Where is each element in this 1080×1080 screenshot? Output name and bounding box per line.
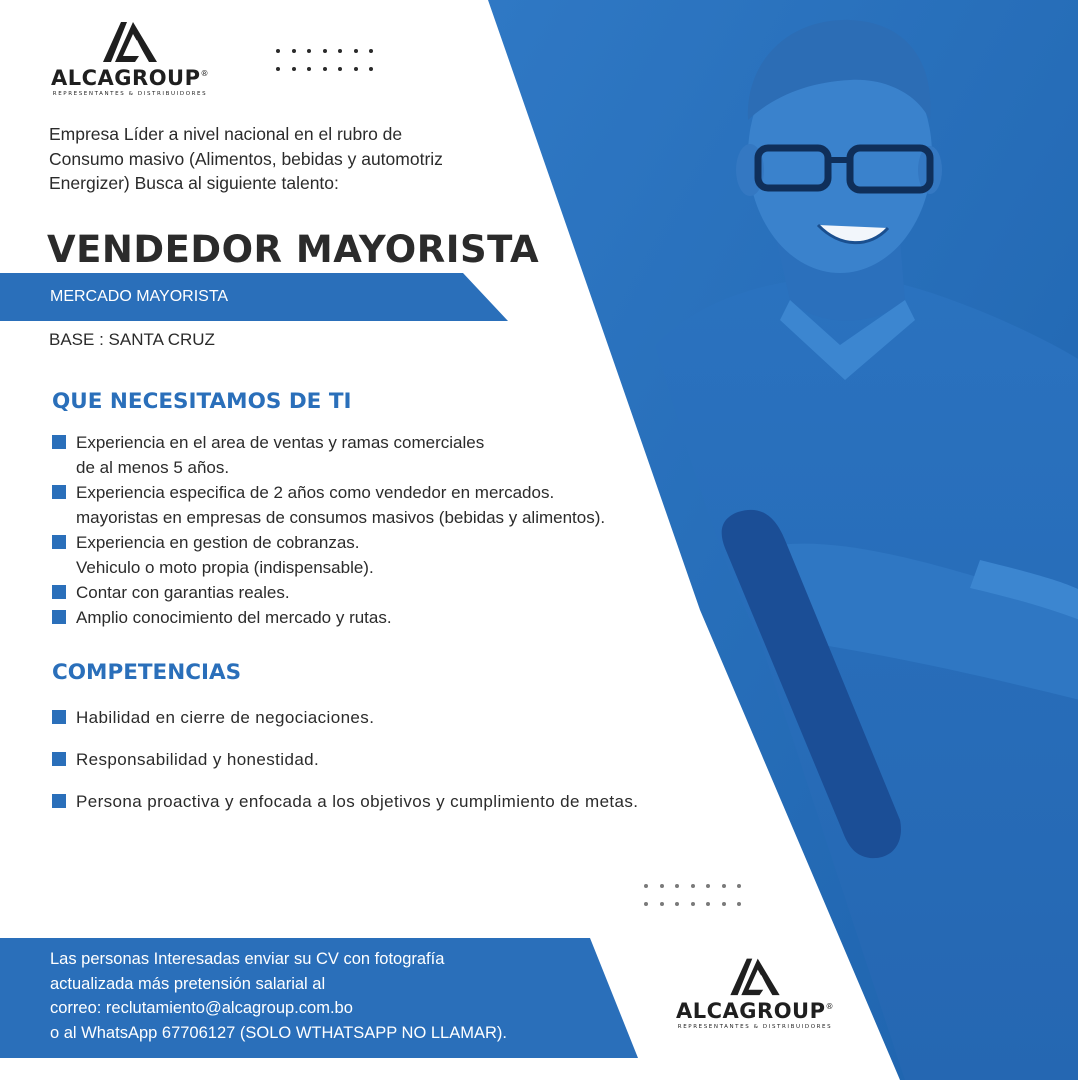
competencies-list — [52, 705, 752, 831]
brand-logo — [40, 18, 220, 97]
brand-tagline: REPRESENTANTES & DISTRIBUIDORES — [52, 91, 208, 97]
list-item: Experiencia especifica de 2 años como vendedor en mercados. mayoristas en empresas de consumos masivos (bebidas y alimentos). — [52, 480, 712, 530]
square-bullet-icon — [52, 794, 66, 808]
list-item: Responsabilidad y honestidad. — [52, 747, 752, 789]
job-title: VENDEDOR MAYORISTA — [47, 228, 540, 271]
intro-text: Empresa Líder a nivel nacional en el rubro de Consumo masivo (Alimentos, bebidas y automotriz Energizer) Busca al siguiente talento: — [49, 124, 443, 193]
list-item: Experiencia en gestion de cobranzas. Vehiculo o moto propia (indispensable). — [52, 530, 712, 580]
square-bullet-icon — [52, 585, 66, 599]
square-bullet-icon — [52, 752, 66, 766]
base-location: BASE : SANTA CRUZ — [49, 330, 215, 349]
brand-tagline: REPRESENTANTES & DISTRIBUIDORES — [677, 1024, 833, 1030]
square-bullet-icon — [52, 610, 66, 624]
needs-list — [52, 430, 712, 630]
market-label: MERCADO MAYORISTA — [50, 288, 229, 305]
brand-logo — [670, 955, 840, 1030]
dot-grid-decoration — [276, 49, 373, 71]
list-item: Persona proactiva y enfocada a los objetivos y cumplimiento de metas. — [52, 789, 752, 831]
contact-info: Las personas Interesadas enviar su CV con fotografía actualizada más pretensión salarial al correo: reclutamiento@alcagroup.com.bo o al WhatsApp 67706127 (SOLO WTHATSAPP NO LLAMAR). — [50, 947, 630, 1045]
brand-name: ALCAGROUP® — [675, 999, 834, 1023]
square-bullet-icon — [52, 710, 66, 724]
square-bullet-icon — [52, 435, 66, 449]
alcagroup-logo-icon — [99, 18, 161, 64]
competencies-heading: COMPETENCIAS — [52, 660, 242, 685]
needs-heading: QUE NECESITAMOS DE TI — [52, 389, 352, 414]
alcagroup-logo-icon — [726, 955, 784, 997]
dot-grid-decoration — [644, 884, 741, 906]
list-item: Habilidad en cierre de negociaciones. — [52, 705, 752, 747]
contact-email: correo: reclutamiento@alcagroup.com.bo — [50, 999, 353, 1017]
square-bullet-icon — [52, 485, 66, 499]
brand-name: ALCAGROUP® — [50, 66, 209, 90]
square-bullet-icon — [52, 535, 66, 549]
list-item: Contar con garantias reales. — [52, 580, 712, 605]
contact-whatsapp: o al WhatsApp 67706127 (SOLO WTHATSAPP NO LLAMAR). — [50, 1023, 507, 1042]
list-item: Amplio conocimiento del mercado y rutas. — [52, 605, 712, 630]
list-item: Experiencia en el area de ventas y ramas comerciales de al menos 5 años. — [52, 430, 712, 480]
